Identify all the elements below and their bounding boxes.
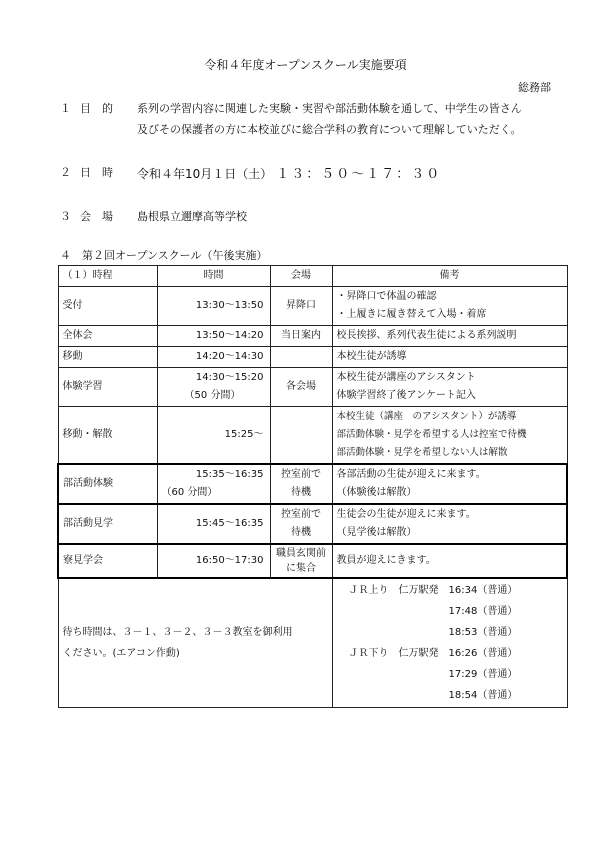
row-time: 13:50～14:20 xyxy=(157,326,270,347)
row-time: 15:45～16:35 xyxy=(157,504,270,544)
note-line: ・昇降口で体温の確認 xyxy=(336,291,437,302)
time-range: １３：５０～１７：３０ xyxy=(276,167,442,182)
row-place xyxy=(270,407,332,465)
note-line: 各部活動の生徒が迎えに来ます。 xyxy=(336,469,486,480)
train-line: 18:53（普通） xyxy=(348,627,518,638)
note-line: 本校生徒（講座 のアシスタント）が誘導 xyxy=(336,411,517,422)
table-row xyxy=(58,464,567,504)
row-name: 部活動見学 xyxy=(58,504,157,544)
header-time: 時間 xyxy=(157,266,270,287)
table-header-row xyxy=(58,266,567,287)
table-row xyxy=(58,407,567,465)
waiting-info xyxy=(58,578,332,708)
document-title: 令和４年度オープンスクール実施要項 xyxy=(204,58,407,72)
train-line: ＪＲ下り 仁万駅発 16:26（普通） xyxy=(348,648,518,659)
row-time: 14:20～14:30 xyxy=(157,347,270,368)
section-1-label: 目 的 xyxy=(80,102,113,115)
train-line: 17:29（普通） xyxy=(348,669,518,680)
row-notes: 教員が迎えにきます。 xyxy=(332,544,567,578)
train-line: ＪＲ上り 仁万駅発 16:34（普通） xyxy=(348,585,518,596)
note-line: 本校生徒が講座のアシスタント xyxy=(336,372,476,383)
row-name: 全体会 xyxy=(58,326,157,347)
time-line: 15:35～16:35 xyxy=(195,469,264,480)
note-line: （見学後は解散） xyxy=(336,527,417,538)
row-time: 13:30～13:50 xyxy=(157,287,270,326)
waiting-text-1: 待ち時間は、３－１、３－２、３－３教室を御利用 xyxy=(62,627,293,638)
row-time xyxy=(157,464,270,504)
place-line: に集合 xyxy=(286,563,316,574)
department-label: 総務部 xyxy=(518,81,551,94)
table-row xyxy=(58,326,567,347)
table-row xyxy=(58,347,567,368)
row-name: 移動 xyxy=(58,347,157,368)
train-schedule xyxy=(332,578,567,708)
time-duration: （60 分間） xyxy=(161,487,218,498)
row-name: 寮見学会 xyxy=(58,544,157,578)
table-row xyxy=(58,368,567,407)
row-time xyxy=(157,368,270,407)
note-line: 部活動体験・見学を希望する人は控室で待機 xyxy=(336,429,527,440)
time-line: 14:30～15:20 xyxy=(195,372,264,383)
row-name: 体験学習 xyxy=(58,368,157,407)
note-line: 体験学習終了後アンケート記入 xyxy=(336,390,476,401)
row-notes xyxy=(332,504,567,544)
row-notes xyxy=(332,464,567,504)
row-place xyxy=(270,464,332,504)
note-line: 部活動体験・見学を希望しない人は解散 xyxy=(336,447,508,458)
table-row xyxy=(58,504,567,544)
row-name: 移動・解散 xyxy=(58,407,157,465)
section-2-number: ２ xyxy=(60,166,71,179)
row-notes xyxy=(332,407,567,465)
place-line: 控室前で xyxy=(281,469,321,480)
row-notes: 本校生徒が誘導 xyxy=(332,347,567,368)
row-time: 16:50～17:30 xyxy=(157,544,270,578)
date-prefix: 令和４年10月１日（土） xyxy=(137,167,273,181)
venue-value: 島根県立邇摩高等学校 xyxy=(137,210,247,223)
waiting-text-2: ください。(エアコン作動) xyxy=(62,648,180,659)
row-place xyxy=(270,544,332,578)
header-notes: 備考 xyxy=(332,266,567,287)
table-row xyxy=(58,287,567,326)
row-notes xyxy=(332,368,567,407)
date-value xyxy=(137,163,441,182)
row-place xyxy=(270,347,332,368)
purpose-line-2: 及びその保護者の方に本校並びに総合学科の教育について理解していただく。 xyxy=(137,123,522,136)
row-time: 15:25～ xyxy=(157,407,270,465)
header-venue: 会場 xyxy=(270,266,332,287)
section-3-label: 会 場 xyxy=(80,210,113,223)
note-line: 生徒会の生徒が迎えに来ます。 xyxy=(336,509,476,520)
waiting-row xyxy=(58,578,567,708)
train-line: 18:54（普通） xyxy=(348,690,518,701)
section-2-label: 日 時 xyxy=(80,166,113,179)
place-line: 待機 xyxy=(291,527,311,538)
time-duration: （50 分間） xyxy=(184,390,241,401)
row-name: 受付 xyxy=(58,287,157,326)
purpose-line-1: 系列の学習内容に関連した実験・実習や部活動体験を通して、中学生の皆さん xyxy=(137,102,522,115)
header-program: （１）時程 xyxy=(58,266,157,287)
row-place: 当日案内 xyxy=(270,326,332,347)
schedule-heading: ４ 第２回オープンスクール（午後実施） xyxy=(60,249,268,262)
section-3-number: ３ xyxy=(60,210,71,223)
schedule-table xyxy=(57,265,568,708)
row-place: 昇降口 xyxy=(270,287,332,326)
note-line: （体験後は解散） xyxy=(336,487,417,498)
note-line: ・上履きに履き替えて入場・着席 xyxy=(336,309,487,320)
section-1-number: １ xyxy=(60,102,71,115)
train-line: 17:48（普通） xyxy=(348,606,518,617)
row-notes xyxy=(332,287,567,326)
row-name: 部活動体験 xyxy=(58,464,157,504)
place-line: 待機 xyxy=(291,487,311,498)
place-line: 控室前で xyxy=(281,509,321,520)
row-place xyxy=(270,504,332,544)
row-notes: 校長挨拶、系列代表生徒による系列説明 xyxy=(332,326,567,347)
row-place: 各会場 xyxy=(270,368,332,407)
place-line: 職員玄関前 xyxy=(276,548,326,559)
table-row xyxy=(58,544,567,578)
